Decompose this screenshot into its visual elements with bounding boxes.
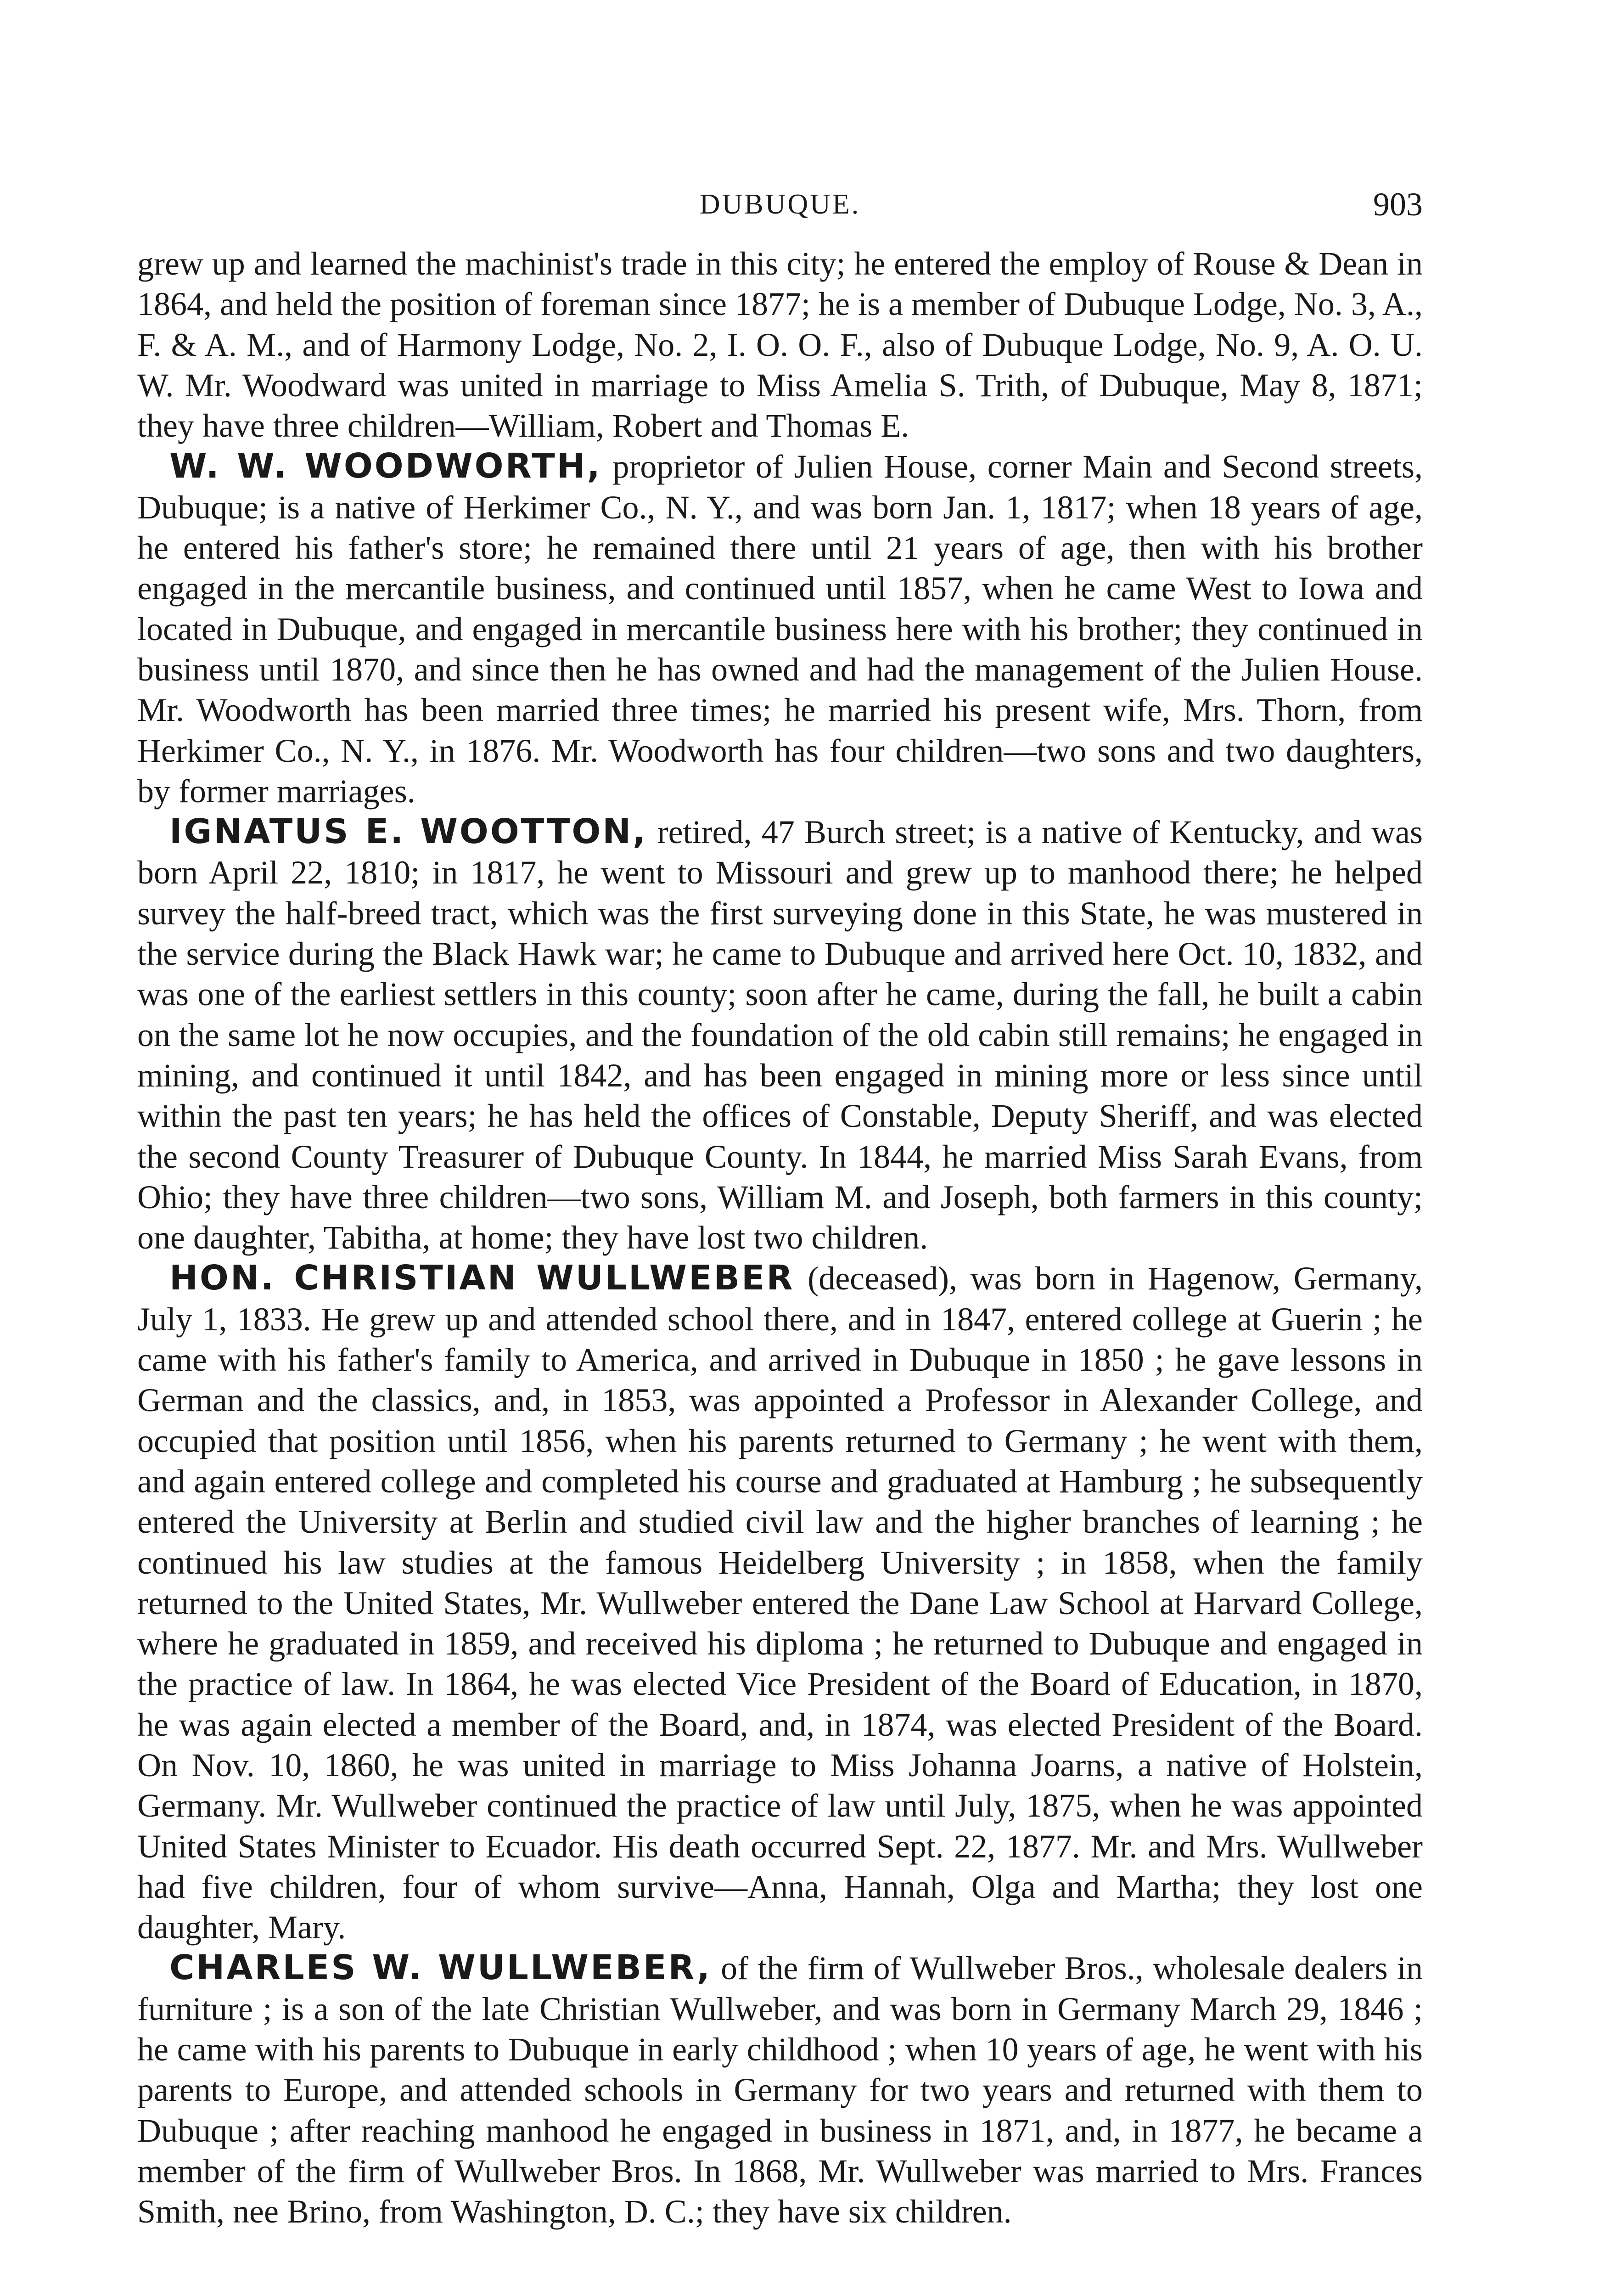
entry-text: of the firm of Wullweber Bros., wholesale dealers in furniture ; is a son of the late Christian Wullweber, and was born in Germany March 29, 1846 ; he came with his parents to Dubuque in early childhood ; when 10 years of age, he went with his parents to Europe, and attended schools in Germany for two years and returned with them to Dubuque ; after reaching manhood he engaged in business in 1871, and, in 1877, he became a member of the firm of Wullweber Bros. In 1868, Mr. Wullweber was married to Mrs. Frances Smith, nee Brino, from Washington, D. C.; they have six children. (137, 1950, 1423, 2230)
biography-entry-woodworth (137, 446, 1423, 811)
running-header (137, 181, 1423, 232)
entry-text: proprietor of Julien House, corner Main and Second streets, Dubuque; is a native of Herkimer Co., N. Y., and was born Jan. 1, 1817; when 18 years of age, he entered his father's store; he remained there until 21 years of age, then with his brother engaged in the mercantile business, and continued until 1857, when he came West to Iowa and located in Dubuque, and engaged in mercantile business here with his brother; they continued in business until 1870, and since then he has owned and had the management of the Julien House. Mr. Woodworth has been married three times; he married his present wife, Mrs. Thorn, from Herkimer Co., N. Y., in 1876. Mr. Woodworth has four children—two sons and two daughters, by former marriages. (137, 448, 1423, 810)
entry-text: retired, 47 Burch street; is a native of Kentucky, and was born April 22, 1810; in 1817, he went to Missouri and grew up to manhood there; he helped survey the half-breed tract, which was the first surveying done in this State, he was mustered in the service during the Black Hawk war; he came to Dubuque and arrived here Oct. 10, 1832, and was one of the earliest settlers in this county; soon after he came, during the fall, he built a cabin on the same lot he now occupies, and the foundation of the old cabin still remains; he engaged in mining, and continued it until 1842, and has been engaged in mining more or less since until within the past ten years; he has held the offices of Constable, Deputy Sheriff, and was elected the second County Treasurer of Dubuque County. In 1844, he married Miss Sarah Evans, from Ohio; they have three children—two sons, William M. and Joseph, both farmers in this county; one daughter, Tabitha, at home; they have lost two children. (137, 814, 1423, 1256)
page-number: 903 (1373, 186, 1423, 223)
entry-name: HON. CHRISTIAN WULLWEBER (169, 1258, 795, 1298)
running-title: DUBUQUE. (699, 189, 861, 220)
biography-entry-charles-wullweber (137, 1947, 1423, 2232)
entry-name: W. W. WOODWORTH, (169, 446, 602, 486)
entry-name: CHARLES W. WULLWEBER, (169, 1948, 712, 1988)
biography-entry-wootton (137, 811, 1423, 1258)
entry-name: IGNATUS E. WOOTTON, (169, 812, 648, 852)
biography-entry-christian-wullweber (137, 1258, 1423, 1947)
entry-text: (deceased), was born in Hagenow, Germany, July 1, 1833. He grew up and attended school there, and in 1847, entered college at Guerin ; he came with his father's family to America, and arrived in Dubuque in 1850 ; he gave lessons in German and the classics, and, in 1853, was appointed a Professor in Alexander College, and occupied that position until 1856, when his parents returned to Germany ; he went with them, and again entered college and completed his course and graduated at Hamburg ; he subsequently entered the University at Berlin and studied civil law and the higher branches of learning ; he continued his law studies at the famous Heidelberg University ; in 1858, when the family returned to the United States, Mr. Wullweber entered the Dane Law School at Harvard College, where he graduated in 1859, and received his diploma ; he returned to Dubuque and engaged in the practice of law. In 1864, he was elected Vice President of the Board of Education, in 1870, he was again elected a member of the Board, and, in 1874, was elected President of the Board. On Nov. 10, 1860, he was united in marriage to Miss Johanna Joarns, a native of Holstein, Germany. Mr. Wullweber continued the practice of law until July, 1875, when he was appointed United States Minister to Ecuador. His death occurred Sept. 22, 1877. Mr. and Mrs. Wullweber had five children, four of whom survive—Anna, Hannah, Olga and Martha; they lost one daughter, Mary. (137, 1260, 1423, 1946)
paragraph-text: grew up and learned the machinist's trade in this city; he entered the employ of Rouse & Dean in 1864, and held the position of foreman since 1877; he is a member of Dubuque Lodge, No. 3, A., F. & A. M., and of Harmony Lodge, No. 2, I. O. O. F., also of Dubuque Lodge, No. 9, A. O. U. W. Mr. Woodward was united in marriage to Miss Amelia S. Trith, of Dubuque, May 8, 1871; they have three children—William, Robert and Thomas E. (137, 245, 1423, 445)
continued-paragraph (137, 243, 1423, 446)
body-text (137, 243, 1423, 2232)
